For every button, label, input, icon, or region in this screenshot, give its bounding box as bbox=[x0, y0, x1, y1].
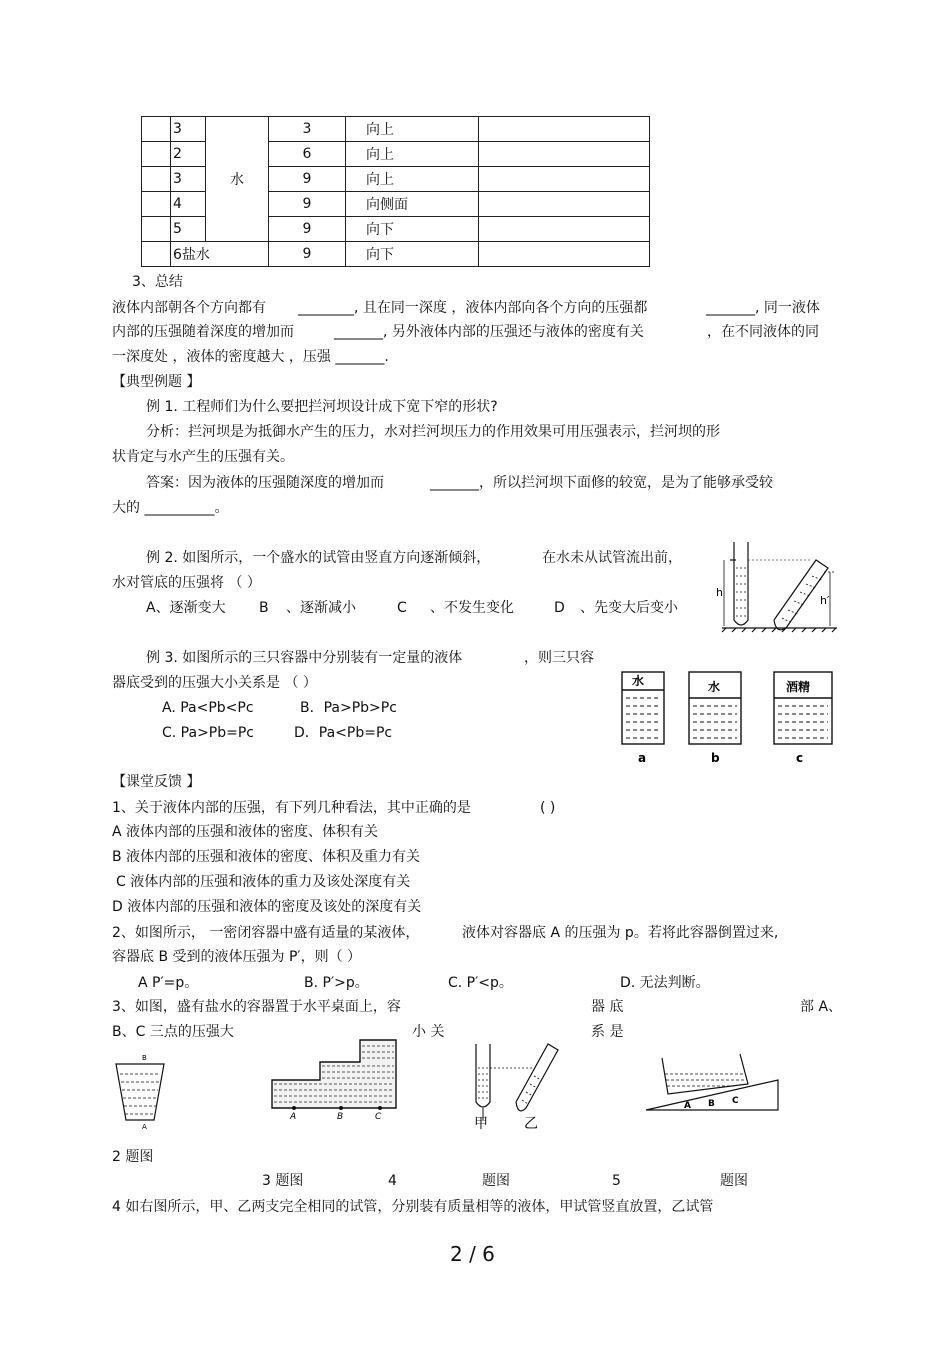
figure-label: B bbox=[708, 1099, 715, 1109]
figure-caption: 3 题图 bbox=[262, 1173, 304, 1189]
option-text: C. P′<p。 bbox=[448, 975, 513, 991]
example-1-analysis: 分析：拦河坝是为抵御水产生的压力，水对拦河坝压力的作用效果可用压强表示，拦河坝的形 bbox=[146, 424, 720, 440]
figure-label: A bbox=[142, 1123, 147, 1131]
example-1-question: 例 1. 工程师们为什么要把拦河坝设计成下宽下窄的形状? bbox=[146, 399, 498, 415]
figure-caption: 题图 bbox=[482, 1173, 510, 1189]
question-3: 器 底 bbox=[591, 999, 624, 1015]
option-text: 、不发生变化 bbox=[430, 600, 514, 616]
example-1-answer: 大的 __________。 bbox=[112, 500, 229, 516]
summary-text: _______, 另外液体内部的压强还与液体的密度有关 bbox=[334, 324, 644, 340]
summary-text: 一深度处 ，液体的密度越大 ，压强 _______. bbox=[112, 349, 389, 365]
question-4: 4 如右图所示，甲、乙两支完全相同的试管，分别装有质量相等的液体，甲试管竖直放置，乙试管 bbox=[112, 1199, 714, 1215]
incline-container-figure bbox=[644, 1054, 782, 1116]
summary-text: ________, 且在同一深度 ，液体内部向各个方向的压强都 bbox=[298, 300, 648, 316]
example-2-question: 例 2. 如图所示，一个盛水的试管由竖直方向逐渐倾斜， bbox=[146, 550, 491, 566]
summary-text: 内部的压强随着深度的增加而 bbox=[112, 324, 294, 340]
container-label: 酒精 bbox=[786, 680, 811, 694]
container-label: 水 bbox=[632, 674, 645, 688]
figure-label: C bbox=[375, 1112, 382, 1122]
jia-yi-tubes-figure bbox=[470, 1044, 580, 1130]
option-text: D 液体内部的压强和液体的密度及该处的深度有关 bbox=[112, 899, 422, 915]
example-3-question: 例 3. 如图所示的三只容器中分别装有一定量的液体 bbox=[146, 650, 463, 666]
option-text: A、逐渐变大 bbox=[146, 600, 226, 616]
figure-caption: 4 bbox=[388, 1173, 397, 1189]
question-2: 容器底 B 受到的液体压强为 P′，则（ ） bbox=[112, 949, 362, 965]
option-text: 、先变大后变小 bbox=[580, 600, 678, 616]
option-text: B. P′>p。 bbox=[304, 975, 369, 991]
figure-label: 乙 bbox=[524, 1116, 538, 1132]
question-3: 小 关 bbox=[412, 1024, 445, 1040]
table-row: 5 9 向下 bbox=[142, 217, 650, 242]
option-text: D. 无法判断。 bbox=[620, 975, 710, 991]
option-text: A. Pa<Pb<Pc bbox=[162, 700, 254, 716]
option-text: B．Pa>Pb>Pc bbox=[300, 700, 397, 716]
option-text: A P′=p。 bbox=[138, 975, 199, 991]
table-row: 2 6 向上 bbox=[142, 142, 650, 167]
example-2-question: 在水未从试管流出前， bbox=[542, 550, 682, 566]
summary-heading: 3、总结 bbox=[132, 274, 183, 290]
liquid-cell: 水 bbox=[206, 117, 269, 242]
table-row: 3 水 3 向上 bbox=[142, 117, 650, 142]
table-row: 6盐水 9 向下 bbox=[142, 242, 650, 267]
table-row: 4 9 向侧面 bbox=[142, 192, 650, 217]
question-3: 部 A、 bbox=[800, 999, 843, 1015]
option-text: 、逐渐减小 bbox=[286, 600, 356, 616]
example-3-question: 器底受到的压强大小关系是 （ ） bbox=[112, 675, 317, 691]
option-text: C bbox=[397, 600, 407, 616]
question-3: B、C 三点的压强大 bbox=[112, 1024, 234, 1040]
tapered-cup-figure bbox=[110, 1050, 170, 1130]
example-1-answer: _______，所以拦河坝下面修的较宽，是为了能够承受较 bbox=[430, 475, 773, 491]
option-text: D．Pa<Pb=Pc bbox=[294, 725, 393, 741]
figure-label: h bbox=[716, 586, 723, 599]
example-1-answer: 答案：因为液体的压强随深度的增加而 bbox=[146, 475, 384, 491]
examples-heading: 【典型例题 】 bbox=[112, 374, 201, 390]
option-text: D bbox=[554, 600, 565, 616]
example-1-analysis: 状肯定与水产生的压强有关。 bbox=[112, 449, 294, 465]
figure-caption: 5 bbox=[612, 1173, 621, 1189]
container-letter: b bbox=[711, 751, 720, 765]
figure-label: C bbox=[732, 1096, 739, 1106]
container-label: 水 bbox=[708, 680, 721, 694]
figure-label: h′ bbox=[820, 594, 830, 607]
three-containers-figure bbox=[614, 668, 846, 768]
summary-text: _______, 同一液体 bbox=[706, 300, 820, 316]
question-2: 2、如图所示， 一密闭容器中盛有适量的某液体， bbox=[112, 925, 420, 941]
summary-text: ，在不同液体的同 bbox=[707, 324, 819, 340]
container-letter: a bbox=[638, 751, 647, 765]
option-text: C 液体内部的压强和液体的重力及该处深度有关 bbox=[116, 874, 411, 890]
example-3-question: ，则三只容 bbox=[524, 650, 594, 666]
option-text: B bbox=[259, 600, 269, 616]
test-tube-figure bbox=[712, 538, 842, 638]
figure-caption: 题图 bbox=[720, 1173, 748, 1189]
table-row: 3 9 向上 bbox=[142, 167, 650, 192]
question-3: 系 是 bbox=[591, 1024, 624, 1040]
summary-text: 液体内部朝各个方向都有 bbox=[112, 300, 266, 316]
example-2-question: 水对管底的压强将 （ ） bbox=[112, 575, 261, 591]
page-number: 2 / 6 bbox=[450, 1242, 495, 1266]
figure-label: A bbox=[684, 1101, 691, 1111]
stepped-container-figure bbox=[270, 1036, 404, 1120]
option-text: A 液体内部的压强和液体的密度、体积有关 bbox=[112, 824, 379, 840]
option-text: B 液体内部的压强和液体的密度、体积及重力有关 bbox=[112, 849, 421, 865]
experiment-table bbox=[141, 116, 650, 267]
figure-caption: 2 题图 bbox=[112, 1149, 154, 1165]
container-letter: c bbox=[796, 751, 804, 765]
option-text: C. Pa>Pb=Pc bbox=[162, 725, 254, 741]
question-1: 1、关于液体内部的压强，有下列几种看法，其中正确的是 bbox=[112, 800, 471, 816]
figure-label: A bbox=[290, 1112, 297, 1122]
answer-blank: ( ) bbox=[540, 800, 556, 816]
question-2: 液体对容器底 A 的压强为 p。若将此容器倒置过来, bbox=[462, 925, 779, 941]
question-3: 3、如图，盛有盐水的容器置于水平桌面上，容 bbox=[112, 999, 401, 1015]
figure-label: 甲 bbox=[474, 1116, 488, 1132]
feedback-heading: 【课堂反馈 】 bbox=[112, 774, 201, 790]
figure-label: B bbox=[142, 1054, 147, 1062]
figure-label: B bbox=[337, 1112, 344, 1122]
